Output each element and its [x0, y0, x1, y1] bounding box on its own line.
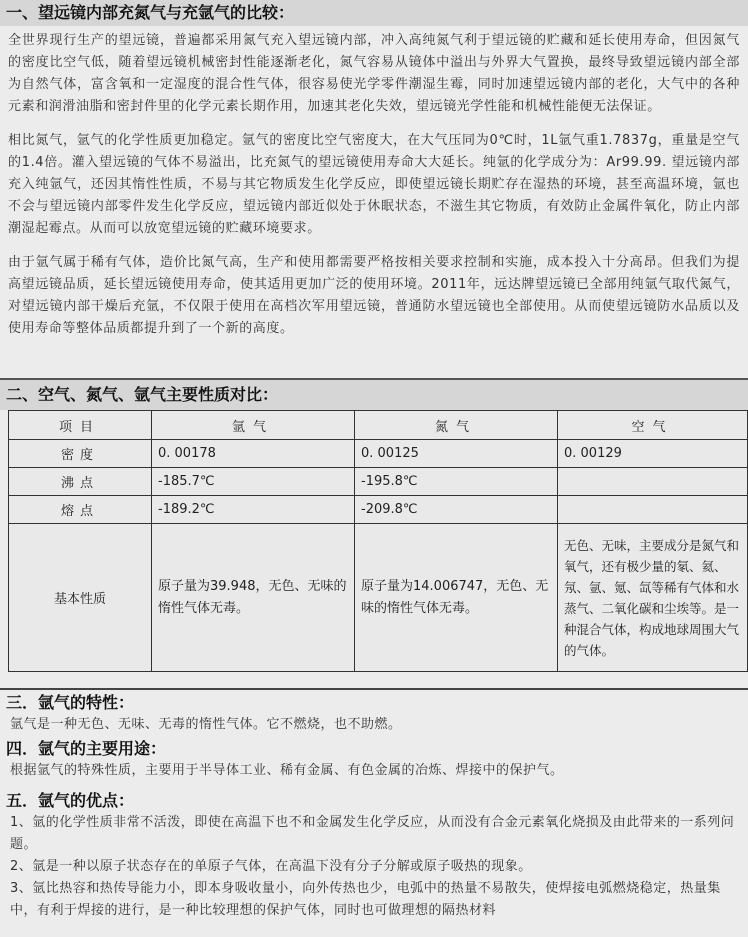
cell-nitrogen: 原子量为14.006747，无色、无味的惰性气体无毒。	[355, 524, 558, 672]
cell-nitrogen: 0. 00125	[355, 440, 558, 468]
cell-argon: -185.7℃	[152, 468, 355, 496]
section-4	[0, 738, 748, 782]
section-1-paragraph-3: 由于氩气属于稀有气体，造价比氮气高，生产和使用都需要严格按相关要求控制和实施，成本投入十分高昂。但我们为提高望远镜品质，延长望远镜使用寿命，使其适用更加广泛的使用环境。2011年，远达牌望远镜已全部用纯氩气取代氮气，对望远镜内部干燥后充氩，不仅限于使用在高档次军用望远镜，普通防水望远镜也全部使用。从而使望远镜防水品质以及使用寿命等整体品质都提升到了一个新的高度。	[8, 255, 740, 336]
cell-nitrogen: -195.8℃	[355, 468, 558, 496]
row-label: 基本性质	[9, 524, 152, 672]
section-1-title: 一、望远镜内部充氮气与充氩气的比较：	[6, 3, 295, 22]
section-1-paragraph-1: 全世界现行生产的望远镜，普遍都采用氮气充入望远镜内部，冲入高纯氮气利于望远镜的贮藏和延长使用寿命，但因氮气的密度比空气低，随着望远镜机械密封性能逐渐老化，氮气容易从镜体中溢出与外界大气置换，最终导致望远镜内部全部为自然气体，富含氧和一定湿度的混合性气体，很容易使光学零件潮湿生霉，同时加速望远镜内部的老化，大气中的各种元素和润滑油脂和密封件里的化学元素长期作用，加速其老化失效，望远镜光学性能和机械性能便无法保证。	[8, 33, 740, 114]
table-row	[9, 440, 748, 468]
section-2	[0, 378, 748, 672]
section-3-title: 三．氩气的特性：	[6, 693, 135, 712]
cell-argon: 0. 00178	[152, 440, 355, 468]
section-1-paragraph-2: 相比氮气，氩气的化学性质更加稳定。氩气的密度比空气密度大，在大气压同为0℃时，1L氩气重1.7837g，重量是空气的1.4倍。灌入望远镜的气体不易溢出，比充氮气的望远镜使用寿命大大延长。纯氩的化学成分为：Ar99.99. 望远镜内部充入纯氩气，还因其惰性性质，不易与其它物质发生化学反应，即使望远镜长期贮存在湿热的环境，甚至高温环境，氩也不会与望远镜内部零件发生化学反应，望远镜内部近似处于休眠状态，不滋生其它物质，有效防止金属件氧化，防止内部潮湿起霉点。从而可以放宽望远镜的贮藏环境要求。	[8, 133, 740, 236]
header-nitrogen: 氮气	[355, 411, 558, 440]
list-item: 1、氩的化学性质非常不活泼，即使在高温下也不和金属发生化学反应，从而没有合金元素氧化烧损及由此带来的一系列问题。	[10, 815, 735, 852]
list-item: 3、氩比热容和热传导能力小，即本身吸收量小，向外传热也少，电弧中的热量不易散失，使焊接电弧燃烧稳定，热量集中，有利于焊接的进行，是一种比较理想的保护气体，同时也可做理想的隔热材料	[10, 881, 721, 918]
row-label: 熔点	[9, 496, 152, 524]
section-2-title: 二、空气、氮气、氩气主要性质对比：	[6, 385, 279, 404]
row-label: 沸点	[9, 468, 152, 496]
header-argon: 氩气	[152, 411, 355, 440]
cell-air: 0. 00129	[558, 440, 748, 468]
list-item: 2、氩是一种以原子状态存在的单原子气体，在高温下没有分子分解或原子吸热的现象。	[10, 859, 532, 874]
section-5-title: 五．氩气的优点：	[6, 791, 135, 810]
table-header-row	[9, 411, 748, 440]
row-label: 密度	[9, 440, 152, 468]
comparison-table	[8, 410, 748, 672]
section-3	[0, 684, 748, 736]
table-row-basic	[9, 524, 748, 672]
cell-argon: -189.2℃	[152, 496, 355, 524]
cell-air	[558, 496, 748, 524]
cell-air	[558, 468, 748, 496]
section-1	[0, 0, 748, 340]
section-5	[0, 790, 748, 922]
cell-argon: 原子量为39.948，无色、无味的惰性气体无毒。	[152, 524, 355, 672]
section-1-header	[0, 0, 748, 26]
cell-air: 无色、无味，主要成分是氮气和氧气，还有极少量的氡、氦、氖、氩、氪、氙等稀有气体和水蒸气、二氧化碳和尘埃等。是一种混合气体，构成地球周围大气的气体。	[558, 524, 748, 672]
cell-nitrogen: -209.8℃	[355, 496, 558, 524]
header-air: 空气	[558, 411, 748, 440]
header-item: 项目	[9, 411, 152, 440]
section-4-text: 根据氩气的特殊性质，主要用于半导体工业、稀有金属、有色金属的冶炼、焊接中的保护气。	[10, 763, 564, 778]
section-4-title: 四．氩气的主要用途：	[6, 739, 167, 758]
section-3-text: 氩气是一种无色、无味、无毒的惰性气体。它不燃烧，也不助燃。	[10, 717, 402, 732]
section-2-header	[0, 378, 748, 410]
table-row	[9, 468, 748, 496]
table-row	[9, 496, 748, 524]
